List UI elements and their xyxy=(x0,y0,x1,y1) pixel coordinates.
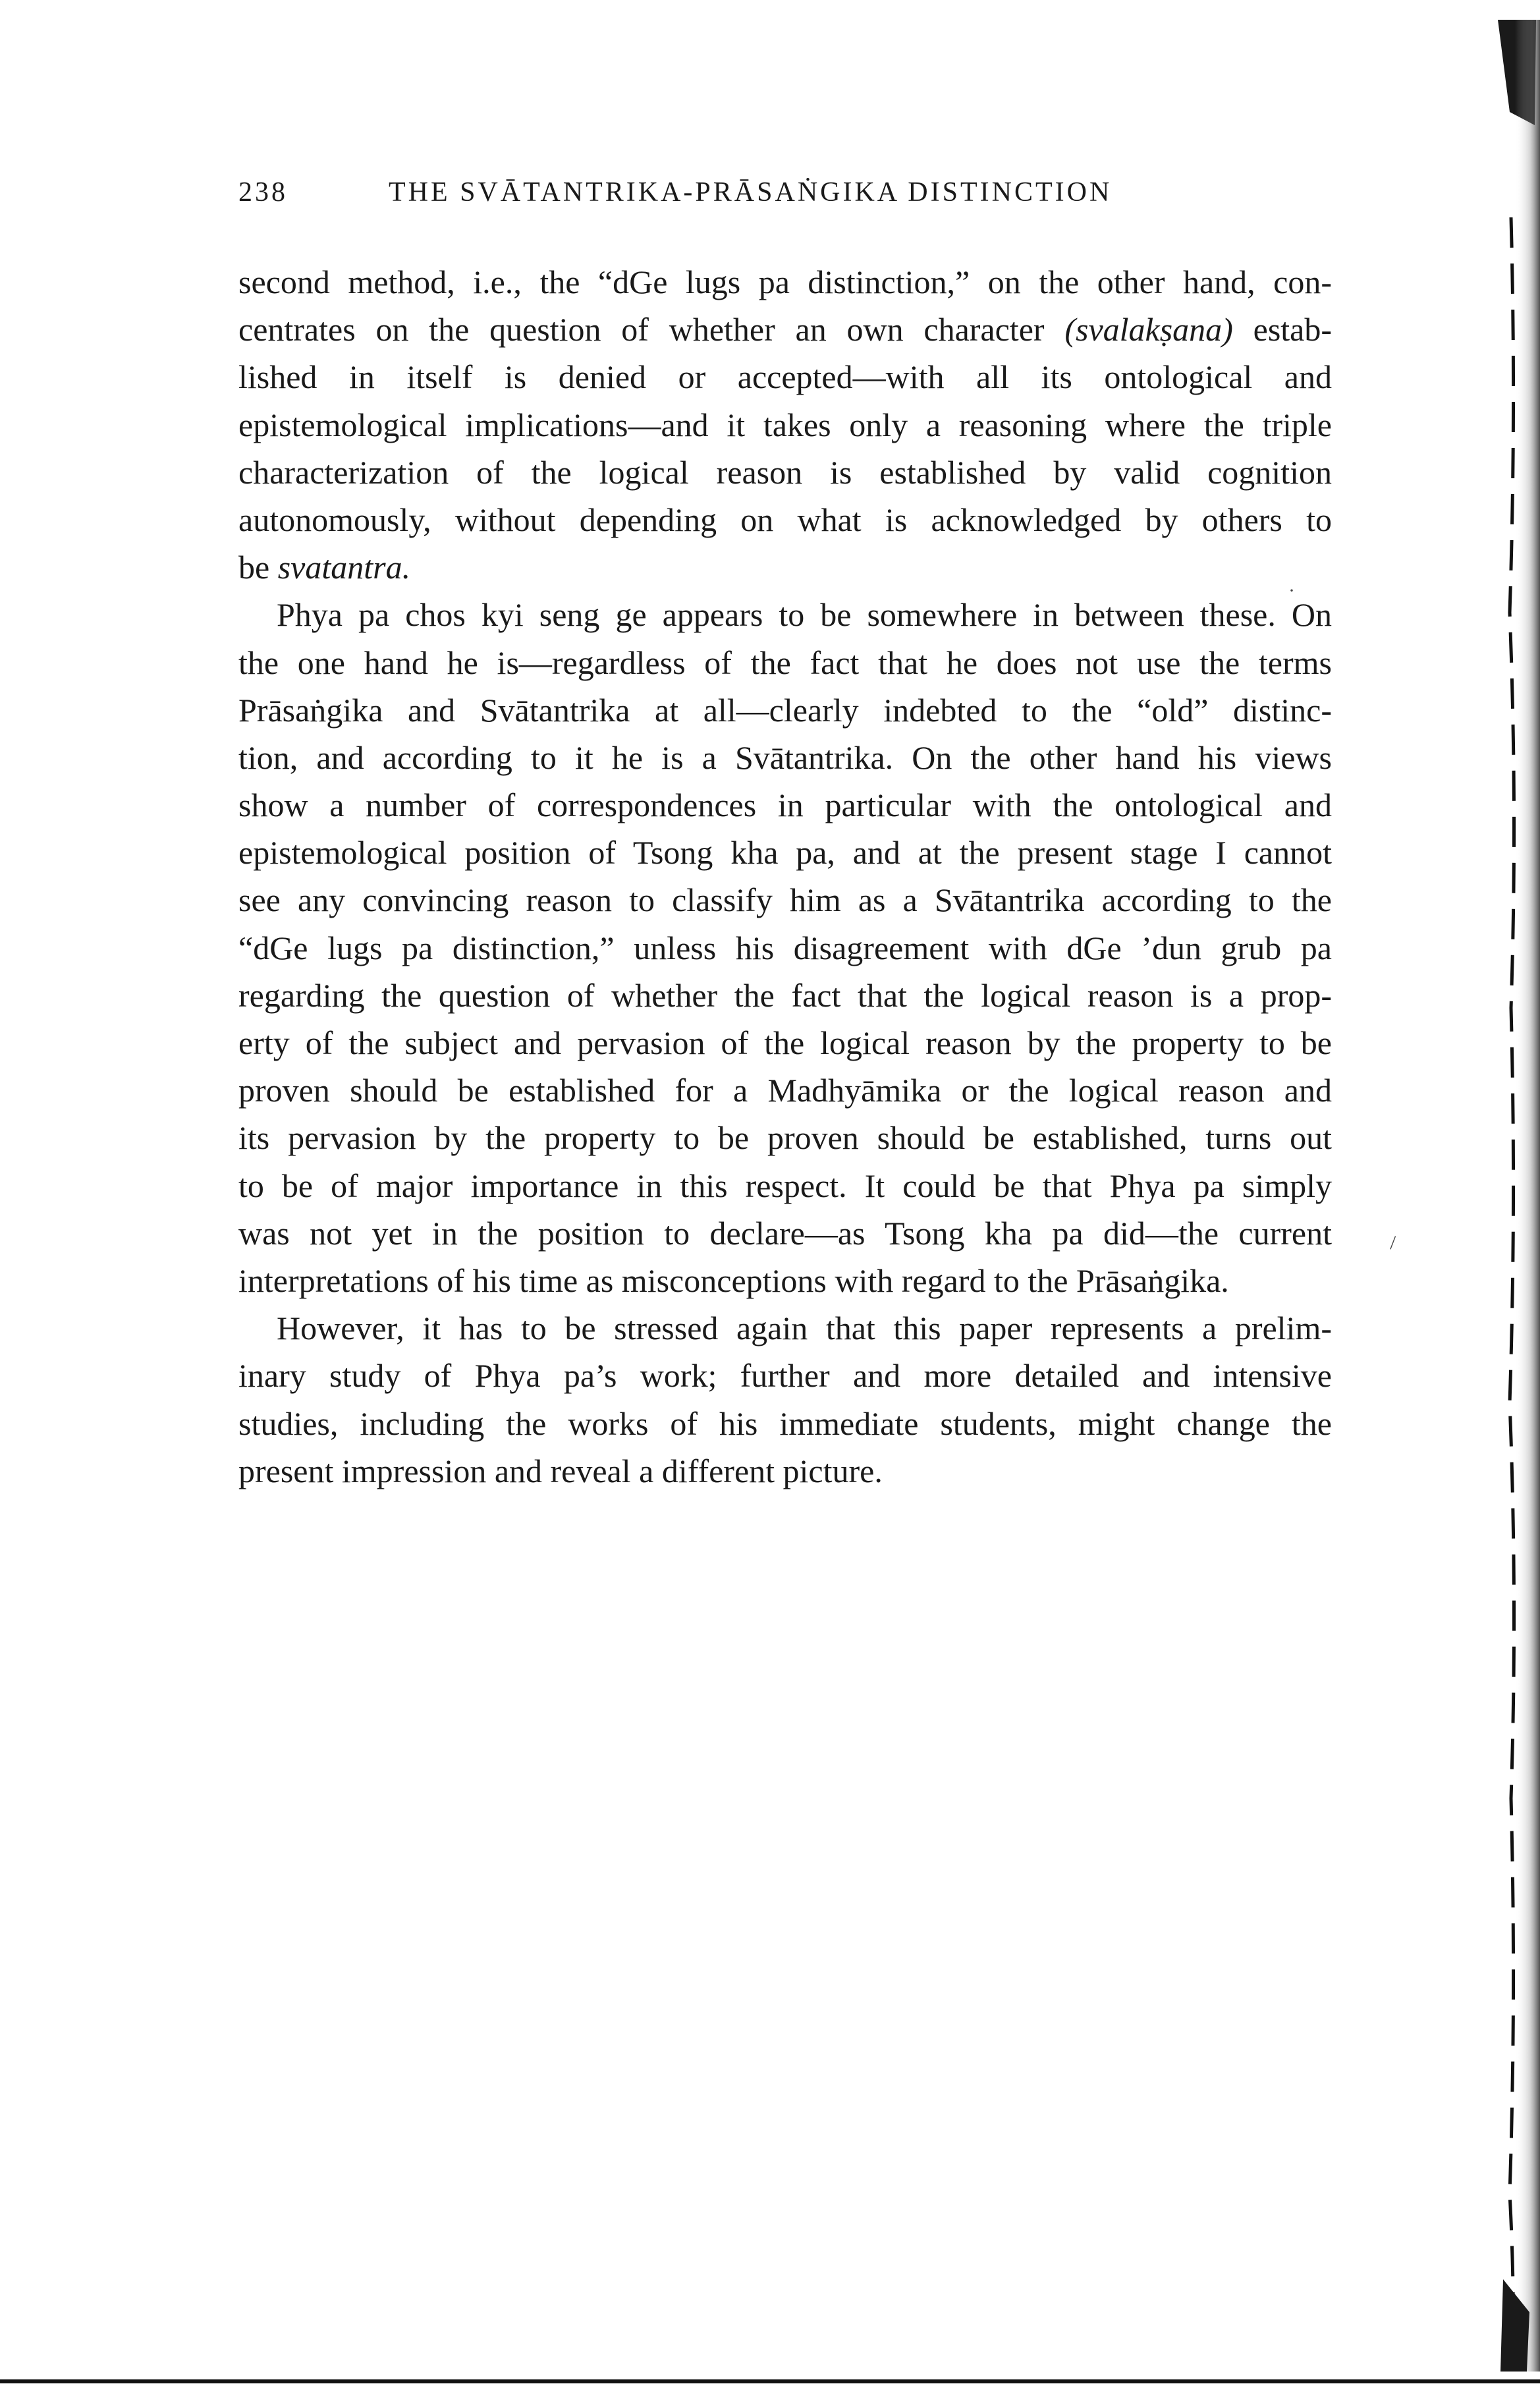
text-line: inary study of Phya pa’s work; further and more detailed and intensive xyxy=(238,1357,1332,1395)
text-line: was not yet in the position to declare—as Tsong kha pa did—the current xyxy=(238,1214,1332,1252)
term-svatantra: svatantra. xyxy=(277,549,411,586)
text-line: characterization of the logical reason is established by valid cognition xyxy=(238,453,1332,491)
text-line: lished in itself is denied or accepted—with all its ontological and xyxy=(238,358,1332,396)
text-line: second method, i.e., the “dGe lugs pa distinction,” on the other hand, con- xyxy=(238,264,1332,300)
running-head xyxy=(238,177,1332,216)
text-line: autonomously, without depending on what is acknowledged by others to xyxy=(238,501,1332,538)
text-fragment: centrates on the question of whether an own character xyxy=(238,311,1045,348)
text-line: present impression and reveal a different picture. xyxy=(238,1452,883,1489)
text-line: show a number of correspondences in particular with the ontological and xyxy=(238,787,1332,824)
body-text xyxy=(238,258,1332,1495)
text-line: interpretations of his time as misconceptions with regard to the Prāsaṅgika. xyxy=(238,1262,1229,1299)
text-line: proven should be established for a Madhyāmika or the logical reason and xyxy=(238,1072,1332,1109)
text-line: However, it has to be stressed again that this paper represents a prelim- xyxy=(277,1310,1332,1347)
text-line: tion, and according to it he is a Svātantrika. On the other hand his views xyxy=(238,738,1332,776)
term-svalaksana: svalakṣana xyxy=(1075,311,1223,348)
text-line xyxy=(238,306,1332,353)
text-line: its pervasion by the property to be proven should be established, turns out xyxy=(238,1119,1332,1157)
text-line: erty of the subject and pervasion of the logical reason by the property to be xyxy=(238,1024,1332,1061)
scan-speck: · xyxy=(1288,580,1295,601)
text-fragment: estab- xyxy=(1253,311,1333,348)
text-line: the one hand he is—regardless of the fact that he does not use the terms xyxy=(238,644,1332,681)
page-number: 238 xyxy=(238,177,288,208)
text-line: regarding the question of whether the fact that the logical reason is a prop- xyxy=(238,976,1332,1014)
text-line: to be of major importance in this respect. It could be that Phya pa simply xyxy=(238,1167,1332,1204)
page-bottom-edge xyxy=(0,2379,1540,2383)
text-line: studies, including the works of his immediate students, might change the xyxy=(238,1404,1332,1442)
text-line: see any convincing reason to classify him as a Svātantrika according to the xyxy=(238,881,1332,919)
text-line xyxy=(238,543,1332,591)
text-line: Phya pa chos kyi seng ge appears to be somewhere in between these. On xyxy=(277,596,1332,634)
text-line: “dGe lugs pa distinction,” unless his disagreement with dGe ’dun grub pa xyxy=(238,929,1332,966)
text-line: epistemological position of Tsong kha pa, and at the present stage I cannot xyxy=(238,834,1332,872)
text-line: epistemological implications—and it takes only a reasoning where the triple xyxy=(238,406,1332,443)
italic-term: (svalakṣana) xyxy=(1064,311,1233,348)
scan-speck: \ xyxy=(1383,1233,1402,1253)
binding-edge-shadow xyxy=(1497,20,1540,2372)
text-line: Prāsaṅgika and Svātantrika at all—clearly indebted to the “old” distinc- xyxy=(238,691,1332,729)
text-fragment: be xyxy=(238,549,270,586)
running-title: THE SVĀTANTRIKA-PRĀSAṄGIKA DISTINCTION xyxy=(389,177,1113,208)
